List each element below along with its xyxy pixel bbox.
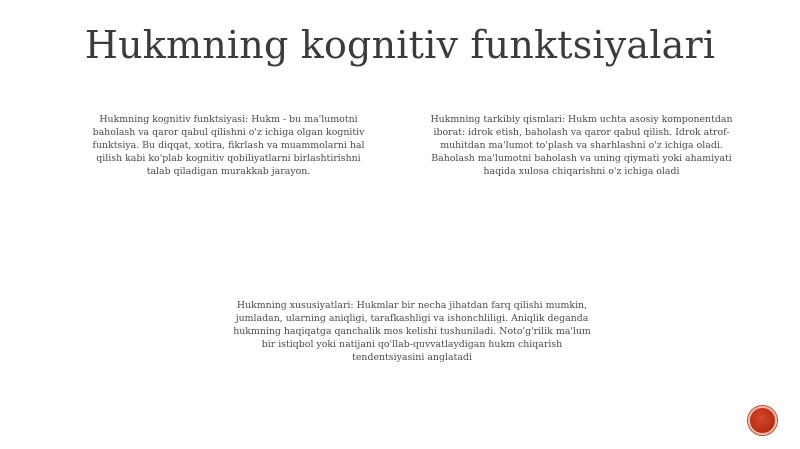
text-block-characteristics: Hukmning xususiyatlari: Hukmlar bir necha jihatdan farq qilishi mumkin, jumladan, ularning aniqligi, tarafkashligi va ishonchliligi. Aniqlik deganda hukmning haqiqatga qanchalik mos kelishi tushuniladi. Noto'g'rilik ma'lum bir istiqbol yoki natijani qo'llab-quvvatlaydigan hukm chiqarish tendentsiyasini anglatadi bbox=[233, 300, 591, 363]
text-block-components: Hukmning tarkibiy qismlari: Hukm uchta asosiy komponentdan iborat: idrok etish, baholash va qaror qabul qilish. Idrok atrof-muhitdan ma'lumot to'plash va sharhlashni o'z ichiga oladi. Baholash ma'lumotni baholash va uning qiymati yoki ahamiyati haqida xulosa chiqarishni o'z ichiga oladi bbox=[430, 114, 733, 177]
slide-title: Hukmning kognitiv funktsiyalari bbox=[84, 23, 716, 67]
text-block-cognitive-function: Hukmning kognitiv funktsiyasi: Hukm - bu ma'lumotni baholash va qaror qabul qilishni o'z ichiga olgan kognitiv funktsiya. Bu diqqat, xotira, fikrlash va muammolarni hal qilish kabi ko'plab kognitiv qobiliyatlarni birlashtirishni talab qiladigan murakkab jarayon. bbox=[92, 114, 365, 177]
circle-button-icon[interactable] bbox=[748, 406, 777, 435]
